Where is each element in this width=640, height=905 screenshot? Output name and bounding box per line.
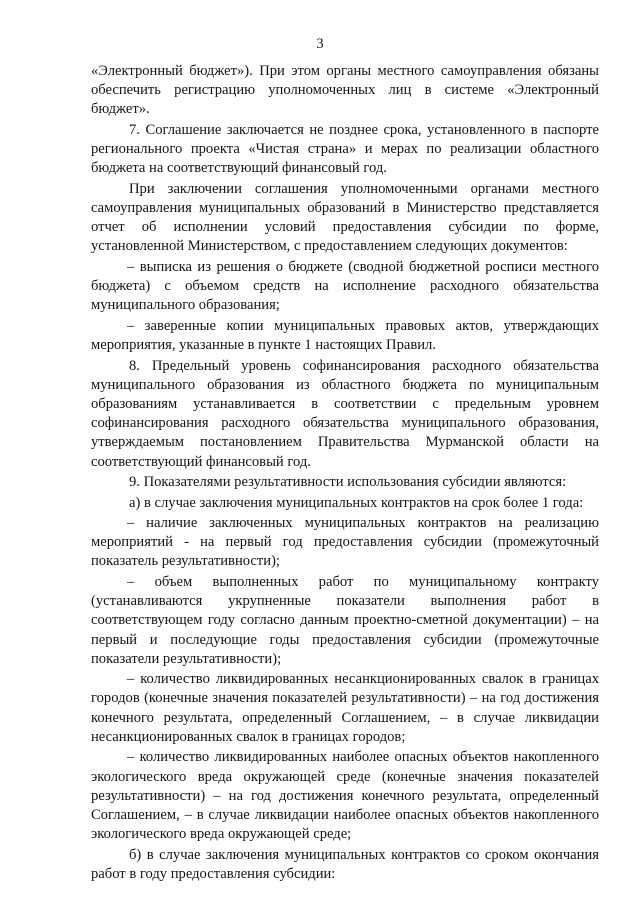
list-item-liquidated-hazard-objects: – количество ликвидированных наиболее опасных объектов накопленного экологического вреда окружающей среде (конечные значения показателей результативности) – на год достижения конечного результата, определенный Соглашением, – в случае ликвидации наиболее опасных объектов накопленного экологического вреда окружающей среде; bbox=[91, 749, 599, 843]
paragraph-report-requirements: При заключении соглашения уполномоченными органами местного самоуправления муниципальных образований в Министерство представляется отчет об исполнении условий предоставления субсидии по форме, установленной Министерством, с предоставлением следующих документов: bbox=[91, 180, 599, 255]
paragraph-item-8: 8. Предельный уровень софинансирования расходного обязательства муниципального образования из областного бюджета по муниципальным образованиям устанавливается в соответствии с предельным уровнем софинансирования расходного обязательства муниципального образования, утверждаемым постановлением Правительства Мурманской области на соответствующий финансовый год. bbox=[91, 357, 599, 470]
paragraph-item-7: 7. Соглашение заключается не позднее срока, установленного в паспорте регионального проекта «Чистая страна» и мерах по реализации областного бюджета на соответствующий финансовый год. bbox=[91, 121, 599, 177]
list-item-certified-copies: – заверенные копии муниципальных правовых актов, утверждающих мероприятия, указанные в пункте 1 настоящих Правил. bbox=[91, 317, 599, 354]
paragraph-item-9: 9. Показателями результативности использования субсидии являются: bbox=[129, 474, 567, 491]
paragraph-subitem-b: б) в случае заключения муниципальных контрактов со сроком окончания работ в году предоставления субсидии: bbox=[91, 846, 599, 882]
paragraph-continuation: «Электронный бюджет»). При этом органы местного самоуправления обязаны обеспечить регистрацию уполномоченных лиц в системе «Электронный бюджет». bbox=[91, 63, 599, 118]
list-item-budget-extract: – выписка из решения о бюджете (сводной бюджетной росписи местного бюджета) с объемом средств на исполнение расходного обязательства муниципального образования; bbox=[91, 258, 599, 314]
page-number: 3 bbox=[316, 36, 324, 52]
list-item-liquidated-dumps: – количество ликвидированных несанкционированных свалок в границах городов (конечные значения показателей результативности) – на год достижения конечного результата, определенный Соглашением, – в случае ликвидации несанкционированных свалок в границах городов; bbox=[91, 671, 599, 745]
paragraph-subitem-a: а) в случае заключения муниципальных контрактов на срок более 1 года: bbox=[129, 494, 584, 511]
document-body bbox=[91, 62, 599, 885]
list-item-work-volume: – объем выполненных работ по муниципальному контракту (устанавливаются укрупненные показатели выполнения работ в соответствующем году согласно данным проектно-сметной документации) – на первый и последующие годы предоставления субсидии (промежуточные показатели результативности); bbox=[91, 573, 599, 667]
list-item-contracts-concluded: – наличие заключенных муниципальных контрактов на реализацию мероприятий - на первый год предоставления субсидии (промежуточный показатель результативности); bbox=[91, 515, 599, 570]
